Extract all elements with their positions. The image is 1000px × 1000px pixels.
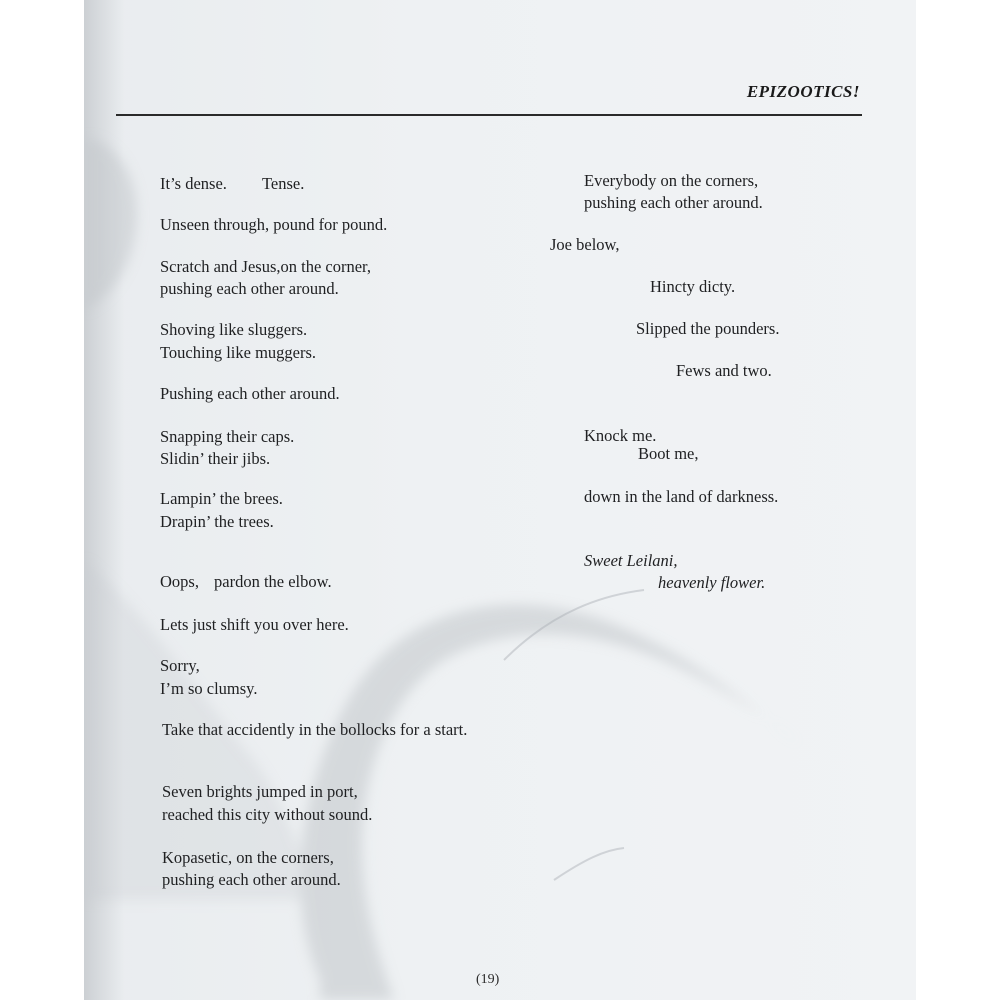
- poem-line: Fews and two.: [676, 361, 772, 380]
- poem-line: pushing each other around.: [160, 279, 339, 298]
- poem-line: pardon the elbow.: [214, 572, 332, 591]
- header-rule: [116, 114, 862, 116]
- poem-line: Seven brights jumped in port,: [162, 782, 358, 801]
- page-number: (19): [476, 972, 500, 987]
- poem-line: Take that accidently in the bollocks for a start.: [162, 720, 468, 739]
- poem-line: down in the land of darkness.: [584, 487, 779, 506]
- poem-line: Slidin’ their jibs.: [160, 449, 271, 468]
- poem-line: Shoving like sluggers.: [160, 320, 308, 339]
- poem-line: Lets just shift you over here.: [160, 615, 349, 634]
- poem-line: pushing each other around.: [584, 193, 763, 212]
- poem-line: Unseen through, pound for pound.: [160, 215, 388, 234]
- poem-line: pushing each other around.: [162, 870, 341, 889]
- poem-line: Slipped the pounders.: [636, 319, 780, 338]
- book-page: [84, 0, 916, 1000]
- poem-line: Hincty dicty.: [650, 277, 736, 296]
- poem-line: Knock me.: [584, 426, 657, 445]
- poem-line-italic: heavenly flower.: [658, 573, 766, 592]
- poem-line: Oops,: [160, 572, 199, 591]
- poem-line: Joe below,: [550, 235, 620, 254]
- poem-line: Sorry,: [160, 656, 200, 675]
- poem-line: Pushing each other around.: [160, 384, 340, 403]
- poem-line: reached this city without sound.: [162, 805, 373, 824]
- poem-line: It’s dense.: [160, 174, 227, 193]
- poem-line: I’m so clumsy.: [160, 679, 258, 698]
- poem-line: Scratch and Jesus,on the corner,: [160, 257, 372, 276]
- poem-line: Touching like muggers.: [160, 343, 317, 362]
- poem-line: Everybody on the corners,: [584, 171, 759, 190]
- poem-line-italic: Sweet Leilani,: [584, 551, 678, 570]
- poem-line: Lampin’ the brees.: [160, 489, 283, 508]
- poem-line: Boot me,: [638, 444, 699, 463]
- poem-line: Tense.: [262, 174, 305, 193]
- poem-line: Snapping their caps.: [160, 427, 295, 446]
- poem-line: Kopasetic, on the corners,: [162, 848, 334, 867]
- poem-line: Drapin’ the trees.: [160, 512, 274, 531]
- running-head: EPIZOOTICS!: [746, 82, 860, 101]
